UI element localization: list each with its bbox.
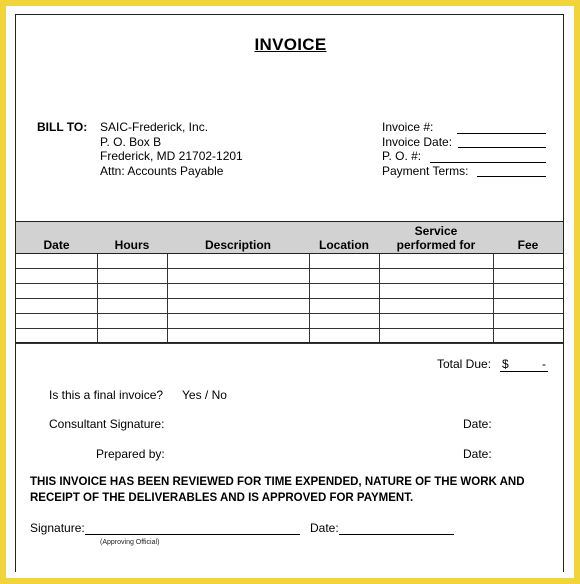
- cell-location[interactable]: [309, 299, 379, 314]
- invoice-sheet: [15, 14, 564, 572]
- col-service-header-line1: Service: [414, 224, 458, 238]
- col-hours-header: Hours: [97, 222, 167, 254]
- signature-label: Signature:: [30, 521, 85, 535]
- invoice-number-row: [382, 120, 468, 135]
- invoice-title: INVOICE: [254, 35, 327, 54]
- cell-fee[interactable]: [493, 254, 563, 269]
- bill-to-address: [100, 120, 243, 178]
- cell-service[interactable]: [379, 254, 493, 269]
- invoice-date-row: [382, 135, 468, 150]
- cell-hours[interactable]: [97, 314, 167, 329]
- po-number-row: [382, 149, 468, 164]
- approval-notice: THIS INVOICE HAS BEEN REVIEWED FOR TIME EXPENDED, NATURE OF THE WORK AND RECEIPT OF THE DELIVERABLES AND IS APPROVED FOR PAYMENT.: [30, 476, 525, 504]
- cell-location[interactable]: [309, 269, 379, 284]
- prepared-date-label: Date:: [463, 447, 492, 461]
- cell-date[interactable]: [16, 254, 97, 269]
- cell-service[interactable]: [379, 299, 493, 314]
- prepared-by-label: Prepared by:: [96, 447, 165, 461]
- signature-line[interactable]: [85, 533, 300, 535]
- table-row: [16, 314, 563, 329]
- col-location-header: Location: [309, 222, 379, 254]
- table-body: [16, 254, 563, 344]
- bill-to-attn: Attn: Accounts Payable: [100, 163, 224, 178]
- cell-service[interactable]: [379, 284, 493, 299]
- table-row: [16, 299, 563, 314]
- total-due-field[interactable]: [500, 357, 548, 372]
- cell-location[interactable]: [309, 314, 379, 329]
- table-row: [16, 284, 563, 299]
- total-due-label: Total Due:: [437, 357, 492, 371]
- cell-location[interactable]: [309, 254, 379, 269]
- final-invoice-question: Is this a final invoice?: [49, 388, 164, 402]
- invoice-meta: [382, 120, 468, 178]
- line-items-table: [16, 221, 563, 344]
- cell-date[interactable]: [16, 284, 97, 299]
- final-invoice-options[interactable]: Yes / No: [182, 388, 227, 402]
- cell-description[interactable]: [167, 299, 309, 314]
- cell-fee[interactable]: [493, 299, 563, 314]
- cell-hours[interactable]: [97, 284, 167, 299]
- invoice-number-field[interactable]: [457, 133, 546, 134]
- bill-to-city: Frederick, MD 21702-1201: [100, 149, 243, 163]
- cell-description[interactable]: [167, 284, 309, 299]
- col-description-header: Description: [167, 222, 309, 254]
- po-number-field[interactable]: [430, 162, 546, 163]
- signature-date-line[interactable]: [339, 533, 454, 535]
- cell-hours[interactable]: [97, 299, 167, 314]
- total-due-currency: $: [502, 357, 509, 371]
- cell-hours[interactable]: [97, 269, 167, 284]
- bill-to-label: BILL TO:: [37, 120, 88, 134]
- consultant-date-label: Date:: [463, 417, 492, 431]
- cell-date[interactable]: [16, 299, 97, 314]
- cell-description[interactable]: [167, 269, 309, 284]
- col-fee-header: Fee: [493, 222, 563, 254]
- consultant-signature-label: Consultant Signature:: [49, 417, 165, 431]
- cell-hours[interactable]: [97, 254, 167, 269]
- cell-description[interactable]: [167, 254, 309, 269]
- cell-fee[interactable]: [493, 269, 563, 284]
- cell-location[interactable]: [309, 284, 379, 299]
- col-date-header: Date: [16, 222, 97, 254]
- bill-to-company: SAIC-Frederick, Inc.: [100, 120, 209, 134]
- table-header-row: [16, 222, 563, 254]
- payment-terms-field[interactable]: [477, 176, 546, 177]
- total-due-value: -: [542, 357, 546, 371]
- cell-service[interactable]: [379, 269, 493, 284]
- table-row: [16, 254, 563, 269]
- invoice-date-label: Invoice Date:: [382, 134, 453, 149]
- cell-date[interactable]: [16, 314, 97, 329]
- invoice-date-field[interactable]: [458, 147, 546, 148]
- table-bottom-rule: [16, 342, 563, 343]
- invoice-number-label: Invoice #:: [382, 120, 434, 134]
- bill-to-box: P. O. Box B: [100, 134, 162, 149]
- payment-terms-label: Payment Terms:: [382, 163, 469, 178]
- cell-description[interactable]: [167, 314, 309, 329]
- po-number-label: P. O. #:: [382, 149, 422, 163]
- col-service-header: [379, 222, 493, 254]
- approving-official-note: (Approving Official): [100, 539, 160, 546]
- table-row: [16, 269, 563, 284]
- cell-service[interactable]: [379, 314, 493, 329]
- signature-date-label: Date:: [310, 521, 339, 535]
- payment-terms-row: [382, 164, 468, 179]
- col-service-header-line2: performed for: [396, 238, 476, 252]
- cell-date[interactable]: [16, 269, 97, 284]
- cell-fee[interactable]: [493, 314, 563, 329]
- cell-fee[interactable]: [493, 284, 563, 299]
